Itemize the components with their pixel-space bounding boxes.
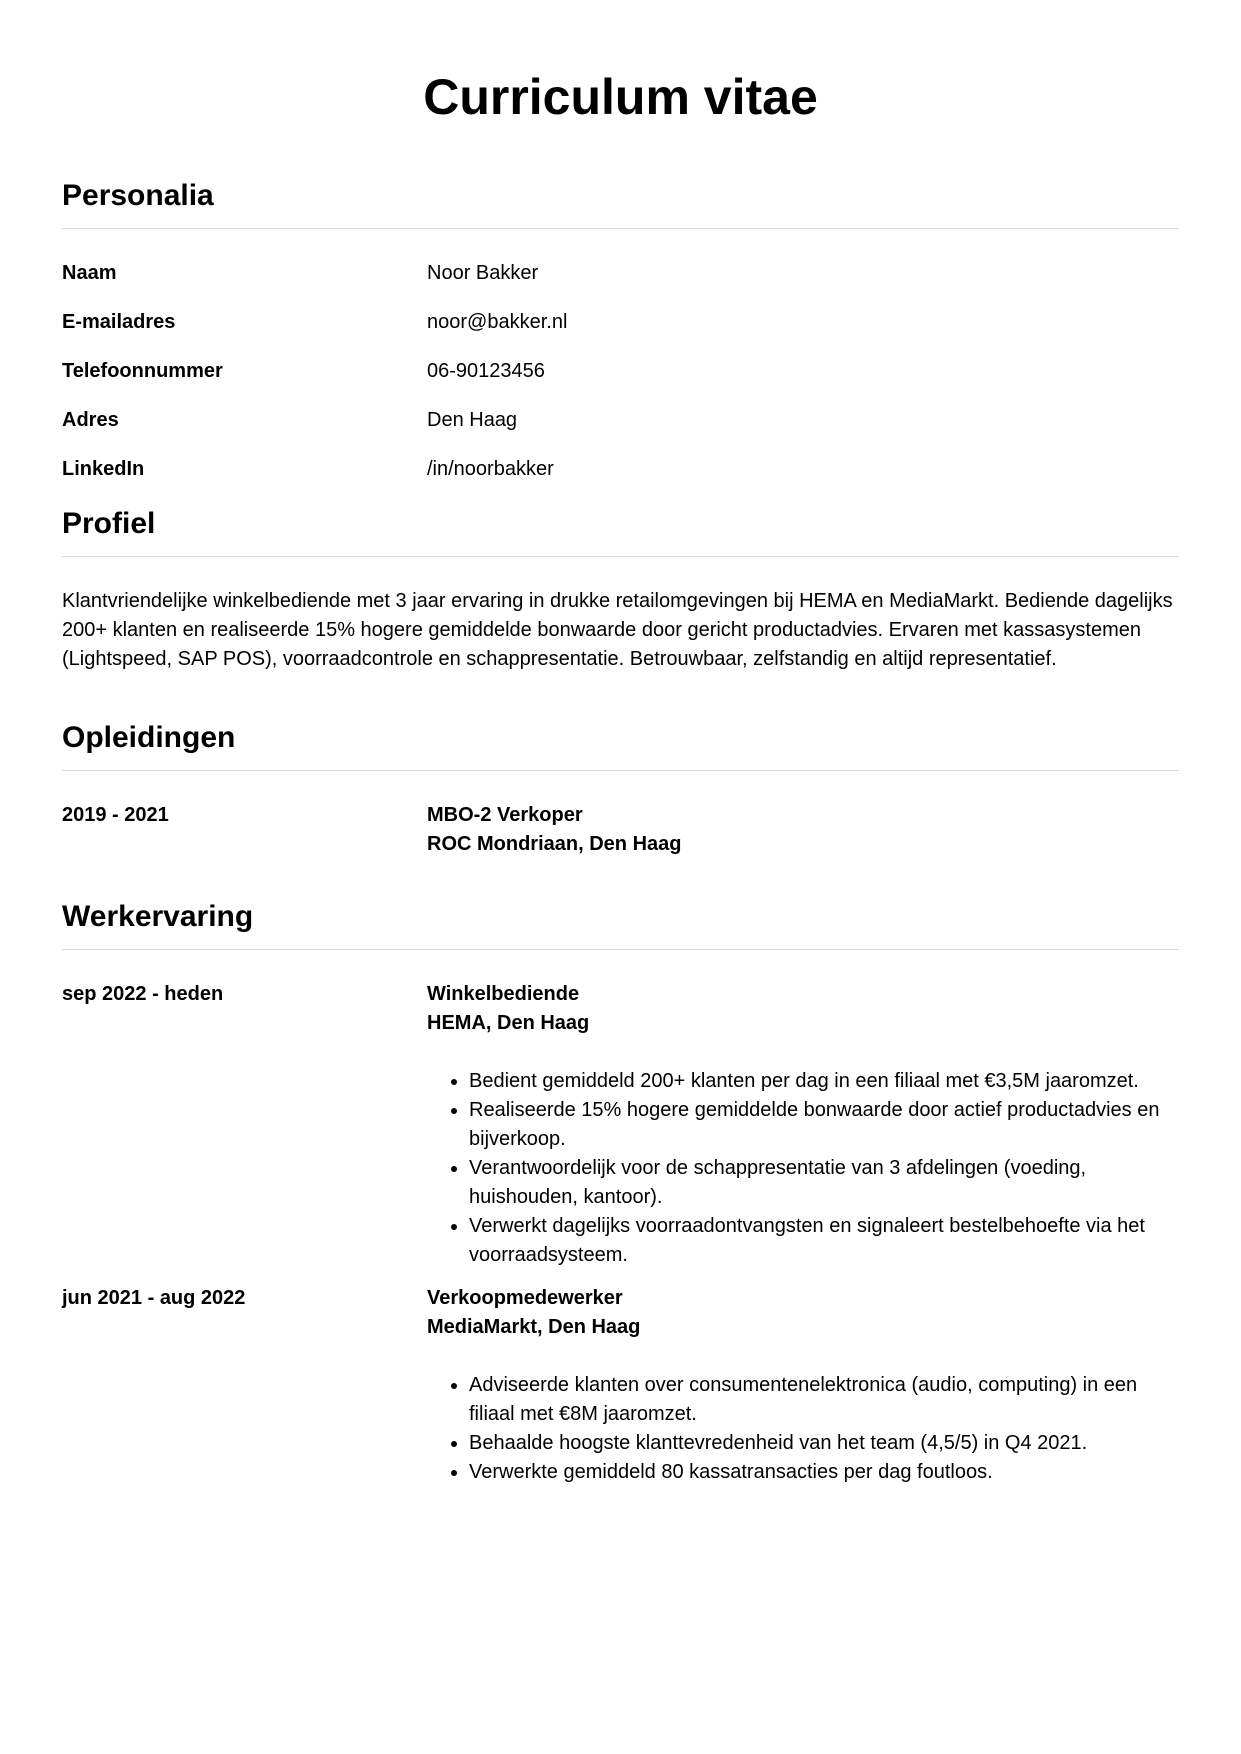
profiel-heading: Profiel <box>62 504 1179 557</box>
werkervaring-company: MediaMarkt, Den Haag <box>427 1316 641 1338</box>
personalia-label: LinkedIn <box>62 458 145 480</box>
personalia-value: Noor Bakker <box>427 262 539 284</box>
personalia-label: Naam <box>62 262 117 284</box>
opleiding-title: MBO-2 Verkoper <box>427 804 583 826</box>
opleiding-entry <box>62 771 1179 859</box>
personalia-row-email <box>62 308 1179 337</box>
opleiding-details <box>427 801 1179 859</box>
werkervaring-entry <box>62 1270 1179 1487</box>
personalia-row-naam <box>62 259 1179 288</box>
personalia-row-adres <box>62 406 1179 435</box>
document-title: Curriculum vitae <box>423 69 818 125</box>
werkervaring-entry <box>62 950 1179 1270</box>
personalia-row-telefoon <box>62 357 1179 386</box>
werkervaring-details <box>427 1284 1179 1487</box>
personalia-value: Den Haag <box>427 409 518 431</box>
opleiding-institution: ROC Mondriaan, Den Haag <box>427 833 682 855</box>
profiel-section <box>62 504 1179 674</box>
werkervaring-bullets <box>427 1067 1179 1270</box>
opleidingen-section <box>62 718 1179 859</box>
personalia-value: 06-90123456 <box>427 360 545 382</box>
werkervaring-role: Verkoopmedewerker <box>427 1287 623 1309</box>
werkervaring-bullet: • Behaalde hoogste klanttevredenheid van het team (4,5/5) in Q4 2021. <box>469 1429 1179 1458</box>
opleiding-period: 2019 - 2021 <box>62 804 169 826</box>
personalia-value: /in/noorbakker <box>427 458 554 480</box>
profiel-text: Klantvriendelijke winkelbediende met 3 jaar ervaring in drukke retailomgevingen bij HEMA en MediaMarkt. Bediende dagelijks 200+ klanten en realiseerde 15% hogere gemiddelde bonwaarde door gericht productadvies. Ervaren met kassasystemen (Lightspeed, SAP POS), voorraadcontrole en schappresentatie. Betrouwbaar, zelfstandig en altijd representatief. <box>62 590 1173 670</box>
werkervaring-section <box>62 897 1179 1487</box>
personalia-heading: Personalia <box>62 176 1179 229</box>
personalia-section <box>62 176 1179 484</box>
werkervaring-company: HEMA, Den Haag <box>427 1012 590 1034</box>
personalia-label: Adres <box>62 409 119 431</box>
werkervaring-role: Winkelbediende <box>427 983 580 1005</box>
personalia-value: noor@bakker.nl <box>427 311 568 333</box>
personalia-list <box>62 229 1179 484</box>
werkervaring-bullet: • Verantwoordelijk voor de schappresentatie van 3 afdelingen (voeding, huishouden, kantoor). <box>469 1154 1179 1212</box>
werkervaring-period: jun 2021 - aug 2022 <box>62 1287 246 1309</box>
werkervaring-bullet: • Verwerkt dagelijks voorraadontvangsten en signaleert bestelbehoefte via het voorraadsysteem. <box>469 1212 1179 1270</box>
werkervaring-period: sep 2022 - heden <box>62 983 224 1005</box>
werkervaring-heading: Werkervaring <box>62 897 1179 950</box>
werkervaring-bullet: • Adviseerde klanten over consumentenelektronica (audio, computing) in een filiaal met €8M jaaromzet. <box>469 1371 1179 1429</box>
personalia-row-linkedin <box>62 455 1179 484</box>
opleidingen-heading: Opleidingen <box>62 718 1179 771</box>
werkervaring-bullet: • Bedient gemiddeld 200+ klanten per dag in een filiaal met €3,5M jaaromzet. <box>469 1067 1179 1096</box>
werkervaring-bullets <box>427 1371 1179 1487</box>
werkervaring-bullet: • Realiseerde 15% hogere gemiddelde bonwaarde door actief productadvies en bijverkoop. <box>469 1096 1179 1154</box>
personalia-label: E-mailadres <box>62 311 176 333</box>
personalia-label: Telefoonnummer <box>62 360 223 382</box>
werkervaring-details <box>427 980 1179 1270</box>
werkervaring-bullet: • Verwerkte gemiddeld 80 kassatransacties per dag foutloos. <box>469 1458 1179 1487</box>
